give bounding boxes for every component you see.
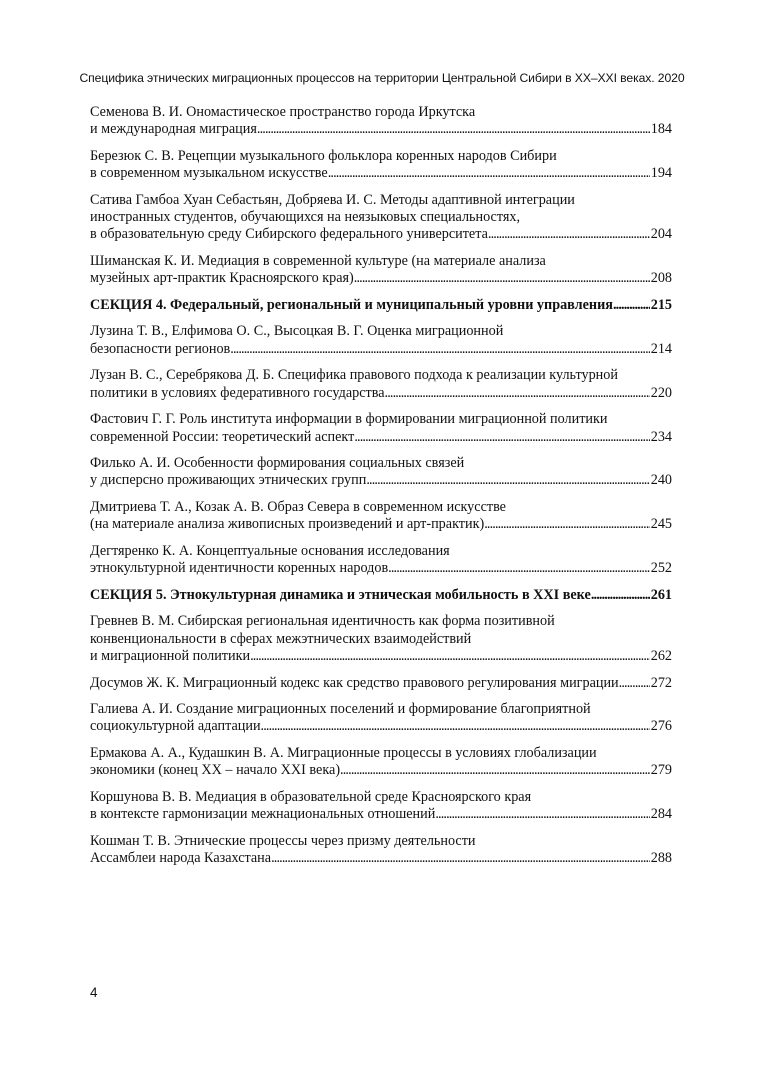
toc-entry <box>90 499 672 534</box>
toc-entry <box>90 192 672 244</box>
toc-page-number: 245 <box>650 516 672 533</box>
toc-section-heading <box>90 297 672 314</box>
toc-entry-line: Дегтяренко К. А. Концептуальные основания исследования <box>90 542 450 559</box>
toc-entry-line: безопасности регионов <box>90 340 231 357</box>
running-header: Специфика этнических миграционных процессов на территории Центральной Сибири в XX–XXI веках. 2020 <box>79 71 685 85</box>
toc-page-number: 272 <box>650 674 672 691</box>
toc-entry <box>90 104 672 139</box>
toc-entry-last-line <box>90 385 672 402</box>
toc-entry-line: иностранных студентов, обучающихся на неязыковых специальностях, <box>90 209 521 226</box>
toc-entry-last-line <box>90 472 672 489</box>
dot-leader <box>250 648 650 665</box>
toc-entry-line: Шиманская К. И. Медиация в современной культуре (на материале анализа <box>90 252 546 269</box>
toc-page-number: 279 <box>650 762 672 779</box>
toc-page-number: 240 <box>650 472 672 489</box>
toc-entry-line: конвенциональности в сферах межэтнических взаимодействий <box>90 630 472 647</box>
toc-entry-line: политики в условиях федеративного государства <box>90 384 385 401</box>
toc-entry-line: экономики (конец XX – начало XXI века) <box>90 762 341 779</box>
toc-entry-last-line <box>90 560 672 577</box>
toc-page-number: 214 <box>650 340 672 357</box>
dot-leader <box>385 385 650 402</box>
toc-entry-last-line <box>90 718 672 735</box>
toc-entry <box>90 253 672 288</box>
toc-entry <box>90 613 672 665</box>
toc-entry-line: Галиева А. И. Создание миграционных поселений и формирование благоприятной <box>90 701 591 718</box>
toc-entry <box>90 148 672 183</box>
toc-entry <box>90 675 672 692</box>
toc-page-number: 261 <box>650 586 672 603</box>
toc-page-number: 284 <box>650 806 672 823</box>
dot-leader <box>230 341 649 358</box>
toc-entry-line: Филько А. И. Особенности формирования социальных связей <box>90 455 465 472</box>
toc-entry-line: СЕКЦИЯ 5. Этнокультурная динамика и этническая мобильность в XXI веке <box>90 586 591 603</box>
dot-leader <box>354 270 650 287</box>
toc-entry-last-line <box>90 341 672 358</box>
toc-page-number: 208 <box>650 270 672 287</box>
toc-entry <box>90 367 672 402</box>
toc-page-number: 234 <box>650 428 672 445</box>
toc-entry-line: Фастович Г. Г. Роль института информации в формировании миграционной политики <box>90 411 608 428</box>
toc-entry-line: Сатива Гамбоа Хуан Себастьян, Добряева И. С. Методы адаптивной интеграции <box>90 191 575 208</box>
toc-entry-line: Ассамблеи народа Казахстана <box>90 850 272 867</box>
toc-entry-line: (на материале анализа живописных произведений и арт-практик) <box>90 516 485 533</box>
toc-entry <box>90 543 672 578</box>
dot-leader <box>257 121 650 138</box>
toc-entry-line: музейных арт-практик Красноярского края) <box>90 270 354 287</box>
toc-entry-last-line <box>90 850 672 867</box>
toc-section-heading <box>90 587 672 604</box>
toc-entry-last-line <box>90 587 672 604</box>
toc-entry-line: и миграционной политики <box>90 647 251 664</box>
toc-entry-last-line <box>90 516 672 533</box>
toc-page-number: 288 <box>650 850 672 867</box>
toc-entry <box>90 833 672 868</box>
page-number: 4 <box>90 985 98 1000</box>
toc-entry-last-line <box>90 297 672 314</box>
toc-entry-line: современной России: теоретический аспект <box>90 428 355 445</box>
table-of-contents <box>90 104 672 877</box>
toc-entry-line: Семенова В. И. Ономастическое пространство города Иркутска <box>90 104 476 120</box>
toc-page-number: 215 <box>650 296 672 313</box>
dot-leader <box>340 762 650 779</box>
toc-page-number: 194 <box>650 165 672 182</box>
toc-page-number: 262 <box>650 647 672 664</box>
toc-page-number: 276 <box>650 718 672 735</box>
toc-page-number: 220 <box>650 384 672 401</box>
toc-entry-line: Ермакова А. А., Кудашкин В. А. Миграционные процессы в условиях глобализации <box>90 745 597 762</box>
toc-entry-line: Досумов Ж. К. Миграционный кодекс как средство правового регулирования миграции <box>90 674 619 691</box>
toc-entry-last-line <box>90 429 672 446</box>
toc-entry-line: Дмитриева Т. А., Козак А. В. Образ Севера в современном искусстве <box>90 499 506 516</box>
toc-entry-last-line <box>90 675 672 692</box>
dot-leader <box>613 297 650 314</box>
toc-page-number: 204 <box>650 226 672 243</box>
toc-entry <box>90 455 672 490</box>
toc-entry-line: Лузина Т. В., Елфимова О. С., Высоцкая В. Г. Оценка миграционной <box>90 323 504 340</box>
toc-entry-line: Лузан В. С., Серебрякова Д. Б. Специфика правового подхода к реализации культурной <box>90 367 618 384</box>
toc-entry-line: этнокультурной идентичности коренных народов <box>90 560 389 577</box>
toc-page-number: 252 <box>650 560 672 577</box>
toc-entry-last-line <box>90 226 672 243</box>
toc-entry-line: Гревнев В. М. Сибирская региональная идентичность как форма позитивной <box>90 613 555 630</box>
toc-entry <box>90 701 672 736</box>
toc-entry-last-line <box>90 762 672 779</box>
toc-entry-line: в образовательную среду Сибирского федерального университета <box>90 226 488 243</box>
toc-entry <box>90 745 672 780</box>
dot-leader <box>261 718 650 735</box>
toc-entry-line: СЕКЦИЯ 4. Федеральный, региональный и муниципальный уровни управления <box>90 296 613 313</box>
toc-entry <box>90 323 672 358</box>
toc-entry-line: в современном музыкальном искусстве <box>90 165 328 182</box>
dot-leader <box>271 850 650 867</box>
toc-entry-line: и международная миграция <box>90 121 257 138</box>
dot-leader <box>591 587 650 604</box>
toc-entry-last-line <box>90 806 672 823</box>
toc-page-number: 184 <box>650 121 672 138</box>
toc-entry-last-line <box>90 165 672 182</box>
toc-entry-last-line <box>90 270 672 287</box>
dot-leader <box>484 516 650 533</box>
toc-entry-line: у дисперсно проживающих этнических групп <box>90 472 367 489</box>
toc-entry-line: Коршунова В. В. Медиация в образовательной среде Красноярского края <box>90 788 532 805</box>
toc-entry-line: Кошман Т. В. Этнические процессы через призму деятельности <box>90 832 476 849</box>
toc-entry-last-line <box>90 648 672 665</box>
toc-entry-last-line <box>90 121 672 138</box>
dot-leader <box>619 675 650 692</box>
toc-entry <box>90 411 672 446</box>
toc-entry-line: социокультурной адаптации <box>90 718 261 735</box>
dot-leader <box>488 226 650 243</box>
dot-leader <box>366 472 649 489</box>
dot-leader <box>435 806 649 823</box>
toc-entry <box>90 789 672 824</box>
dot-leader <box>388 560 650 577</box>
dot-leader <box>328 165 650 182</box>
toc-entry-line: Березюк С. В. Рецепции музыкального фольклора коренных народов Сибири <box>90 147 557 164</box>
toc-entry-line: в контексте гармонизации межнациональных отношений <box>90 806 436 823</box>
dot-leader <box>354 429 649 446</box>
